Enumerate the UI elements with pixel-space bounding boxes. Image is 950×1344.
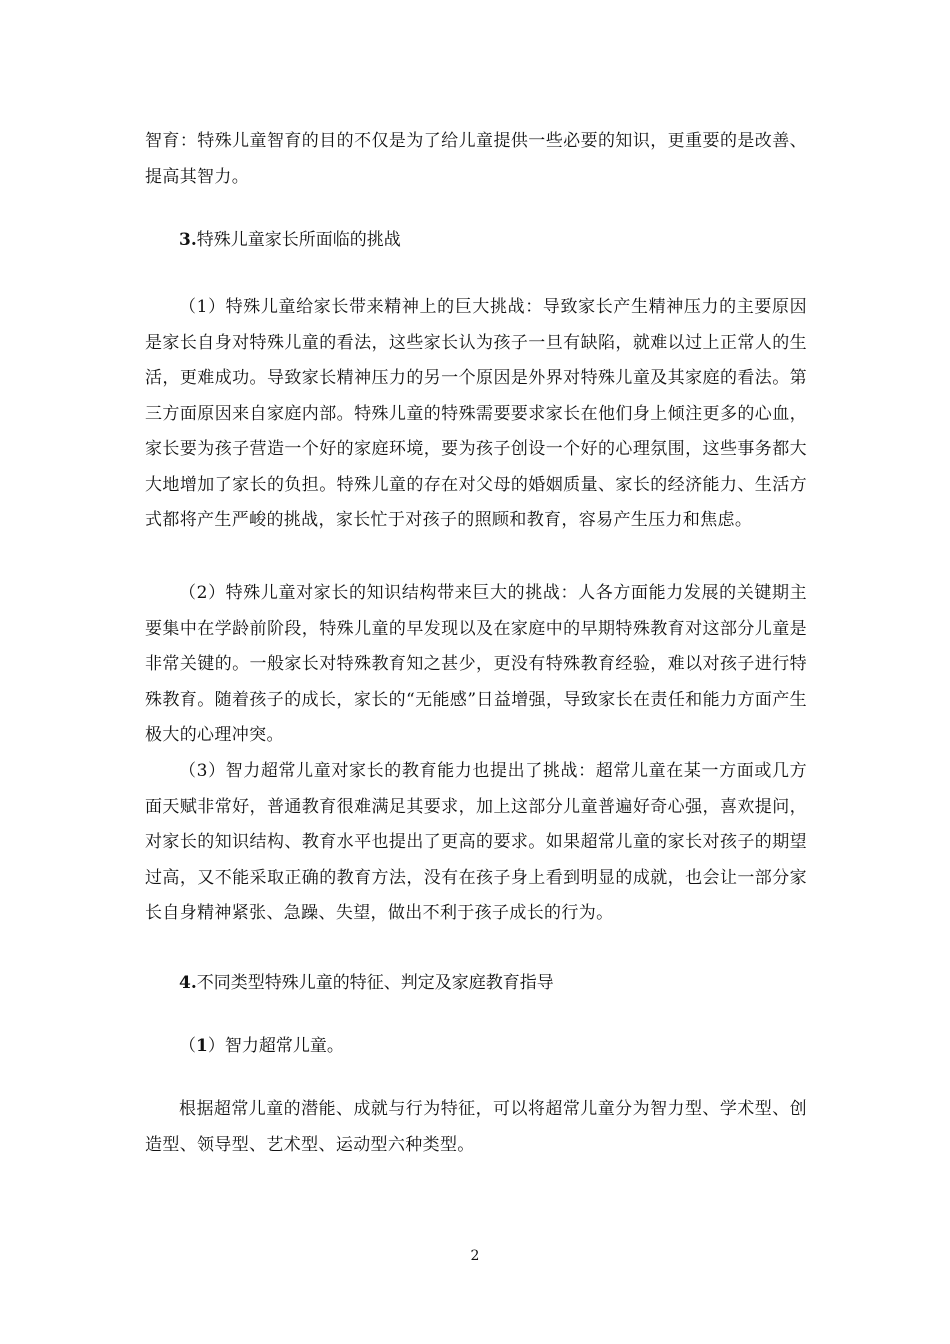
section-number: 4.: [179, 973, 197, 993]
section-title: 不同类型特殊儿童的特征、判定及家庭教育指导: [196, 973, 554, 993]
paragraph-challenge-3: （3）智力超常儿童对家长的教育能力也提出了挑战：超常儿童在某一方面或几方面天赋非常好，普通教育很难满足其要求，加上这部分儿童普遍好奇心强，喜欢提问，对家长的知识结构、教育水平也提出了更高的要求。如果超常儿童的家长对孩子的期望过高，又不能采取正确的教育方法，没有在孩子身上看到明显的成就，也会让一部分家长自身精神紧张、急躁、失望，做出不利于孩子成长的行为。: [145, 761, 807, 923]
subsection-heading-1: [179, 1029, 344, 1064]
section-title: 特殊儿童家长所面临的挑战: [196, 230, 401, 250]
section-number: 3.: [179, 230, 197, 250]
section-heading-4: [179, 966, 554, 1001]
subsection-title: ）智力超常儿童。: [207, 1036, 344, 1056]
paragraph-types: 根据超常儿童的潜能、成就与行为特征，可以将超常儿童分为智力型、学术型、创造型、领导型、艺术型、运动型六种类型。: [145, 1099, 807, 1155]
paragraph-challenge-1: （1）特殊儿童给家长带来精神上的巨大挑战：导致家长产生精神压力的主要原因是家长自身对特殊儿童的看法，这些家长认为孩子一旦有缺陷，就难以过上正常人的生活，更难成功。导致家长精神压力的另一个原因是外界对特殊儿童及其家庭的看法。第三方面原因来自家庭内部。特殊儿童的特殊需要要求家长在他们身上倾注更多的心血，家长要为孩子营造一个好的家庭环境，要为孩子创设一个好的心理氛围，这些事务都大大地增加了家长的负担。特殊儿童的存在对父母的婚姻质量、家长的经济能力、生活方式都将产生严峻的挑战，家长忙于对孩子的照顾和教育，容易产生压力和焦虑。: [145, 297, 807, 530]
page-number: 2: [470, 1248, 480, 1264]
subsection-number: 1: [196, 1036, 208, 1056]
paragraph-challenge-2: （2）特殊儿童对家长的知识结构带来巨大的挑战：人各方面能力发展的关键期主要集中在学龄前阶段，特殊儿童的早发现以及在家庭中的早期特殊教育对这部分儿童是非常关键的。一般家长对特殊教育知之甚少，更没有特殊教育经验，难以对孩子进行特殊教育。随着孩子的成长，家长的“无能感”日益增强，导致家长在责任和能力方面产生极大的心理冲突。: [145, 583, 807, 745]
section-heading-3: [179, 223, 401, 258]
subsection-open-paren: （: [179, 1036, 196, 1056]
paragraph-zhiyu: 智育：特殊儿童智育的目的不仅是为了给儿童提供一些必要的知识，更重要的是改善、提高其智力。: [145, 131, 807, 187]
